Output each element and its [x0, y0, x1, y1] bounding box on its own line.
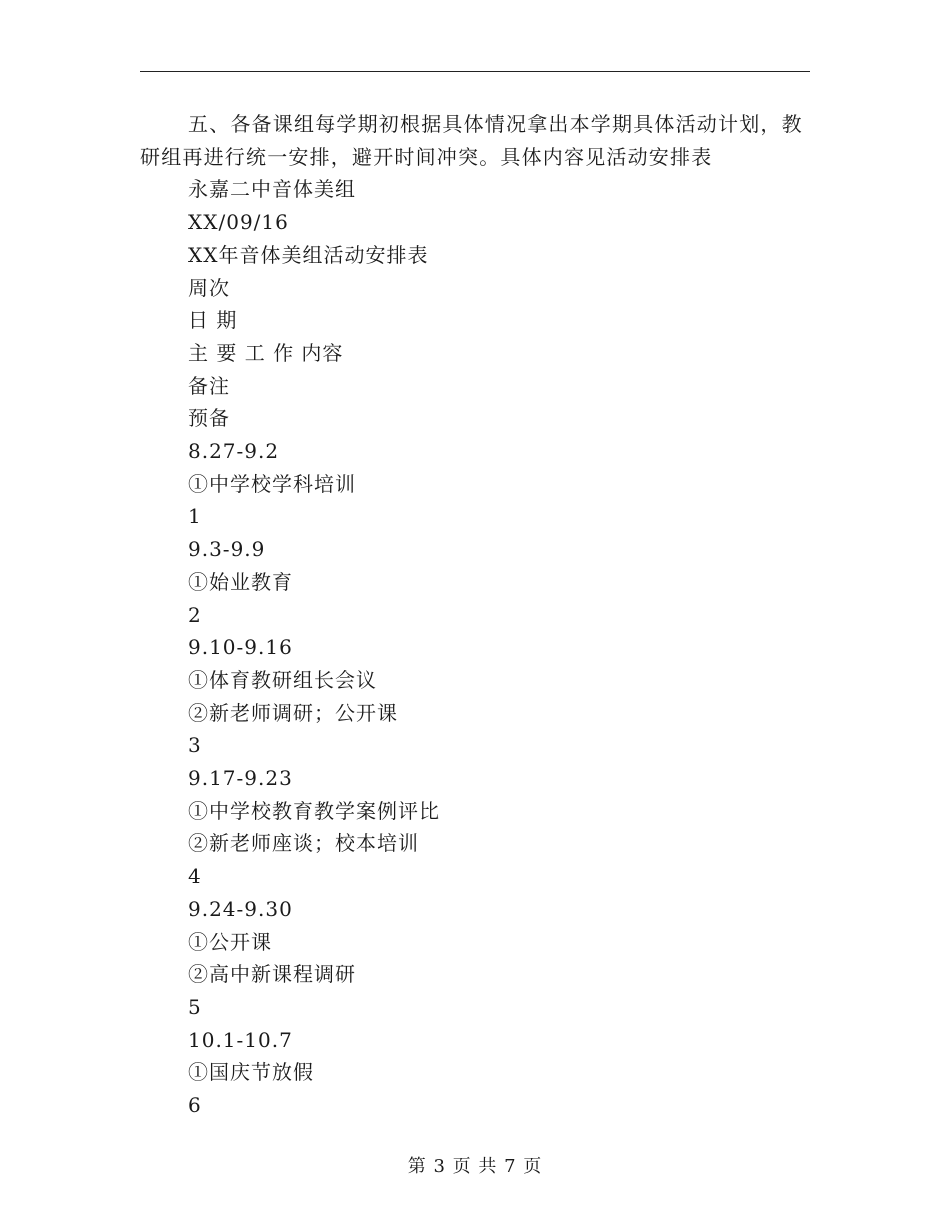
- table-cell: ①国庆节放假: [188, 1060, 314, 1085]
- table-title: XX年音体美组活动安排表: [188, 242, 429, 267]
- table-cell: 9.10-9.16: [188, 635, 293, 660]
- table-cell: ①始业教育: [188, 569, 293, 594]
- table-cell: 10.1-10.7: [188, 1027, 293, 1052]
- table-cell: ②新老师座谈；校本培训: [188, 831, 419, 856]
- table-cell: 8.27-9.2: [188, 439, 280, 464]
- table-cell: 9.17-9.23: [188, 766, 293, 791]
- date-line: XX/09/16: [188, 210, 289, 235]
- table-cell: 2: [188, 602, 202, 627]
- page-number-footer: 第 3 页 共 7 页: [407, 1156, 543, 1177]
- table-cell: ①公开课: [188, 929, 272, 954]
- table-cell: ②高中新课程调研: [188, 962, 356, 987]
- table-cell: 1: [188, 504, 202, 529]
- table-header-week: 周次: [188, 275, 230, 300]
- document-body: [140, 108, 810, 1122]
- table-cell: ②新老师调研；公开课: [188, 700, 398, 725]
- signature-line: 永嘉二中音体美组: [188, 177, 356, 202]
- table-cell: 9.3-9.9: [188, 537, 266, 562]
- table-cell: ①中学校学科培训: [188, 471, 356, 496]
- table-cell: 4: [188, 864, 202, 889]
- table-header-notes: 备注: [188, 373, 230, 398]
- table-header-date: 日 期: [188, 308, 238, 333]
- table-cell: 6: [188, 1093, 202, 1118]
- table-header-content: 主 要 工 作 内容: [188, 340, 344, 365]
- table-cell: 预备: [188, 406, 230, 431]
- table-cell: 3: [188, 733, 202, 758]
- table-cell: 9.24-9.30: [188, 896, 293, 921]
- table-cell: 5: [188, 994, 202, 1019]
- table-cell: ①中学校教育教学案例评比: [188, 798, 440, 823]
- table-cell: ①体育教研组长会议: [188, 667, 377, 692]
- header-rule: [140, 71, 810, 72]
- intro-paragraph: 五、各备课组每学期初根据具体情况拿出本学期具体活动计划，教研组再进行统一安排，避开时间冲突。具体内容见活动安排表: [140, 112, 803, 169]
